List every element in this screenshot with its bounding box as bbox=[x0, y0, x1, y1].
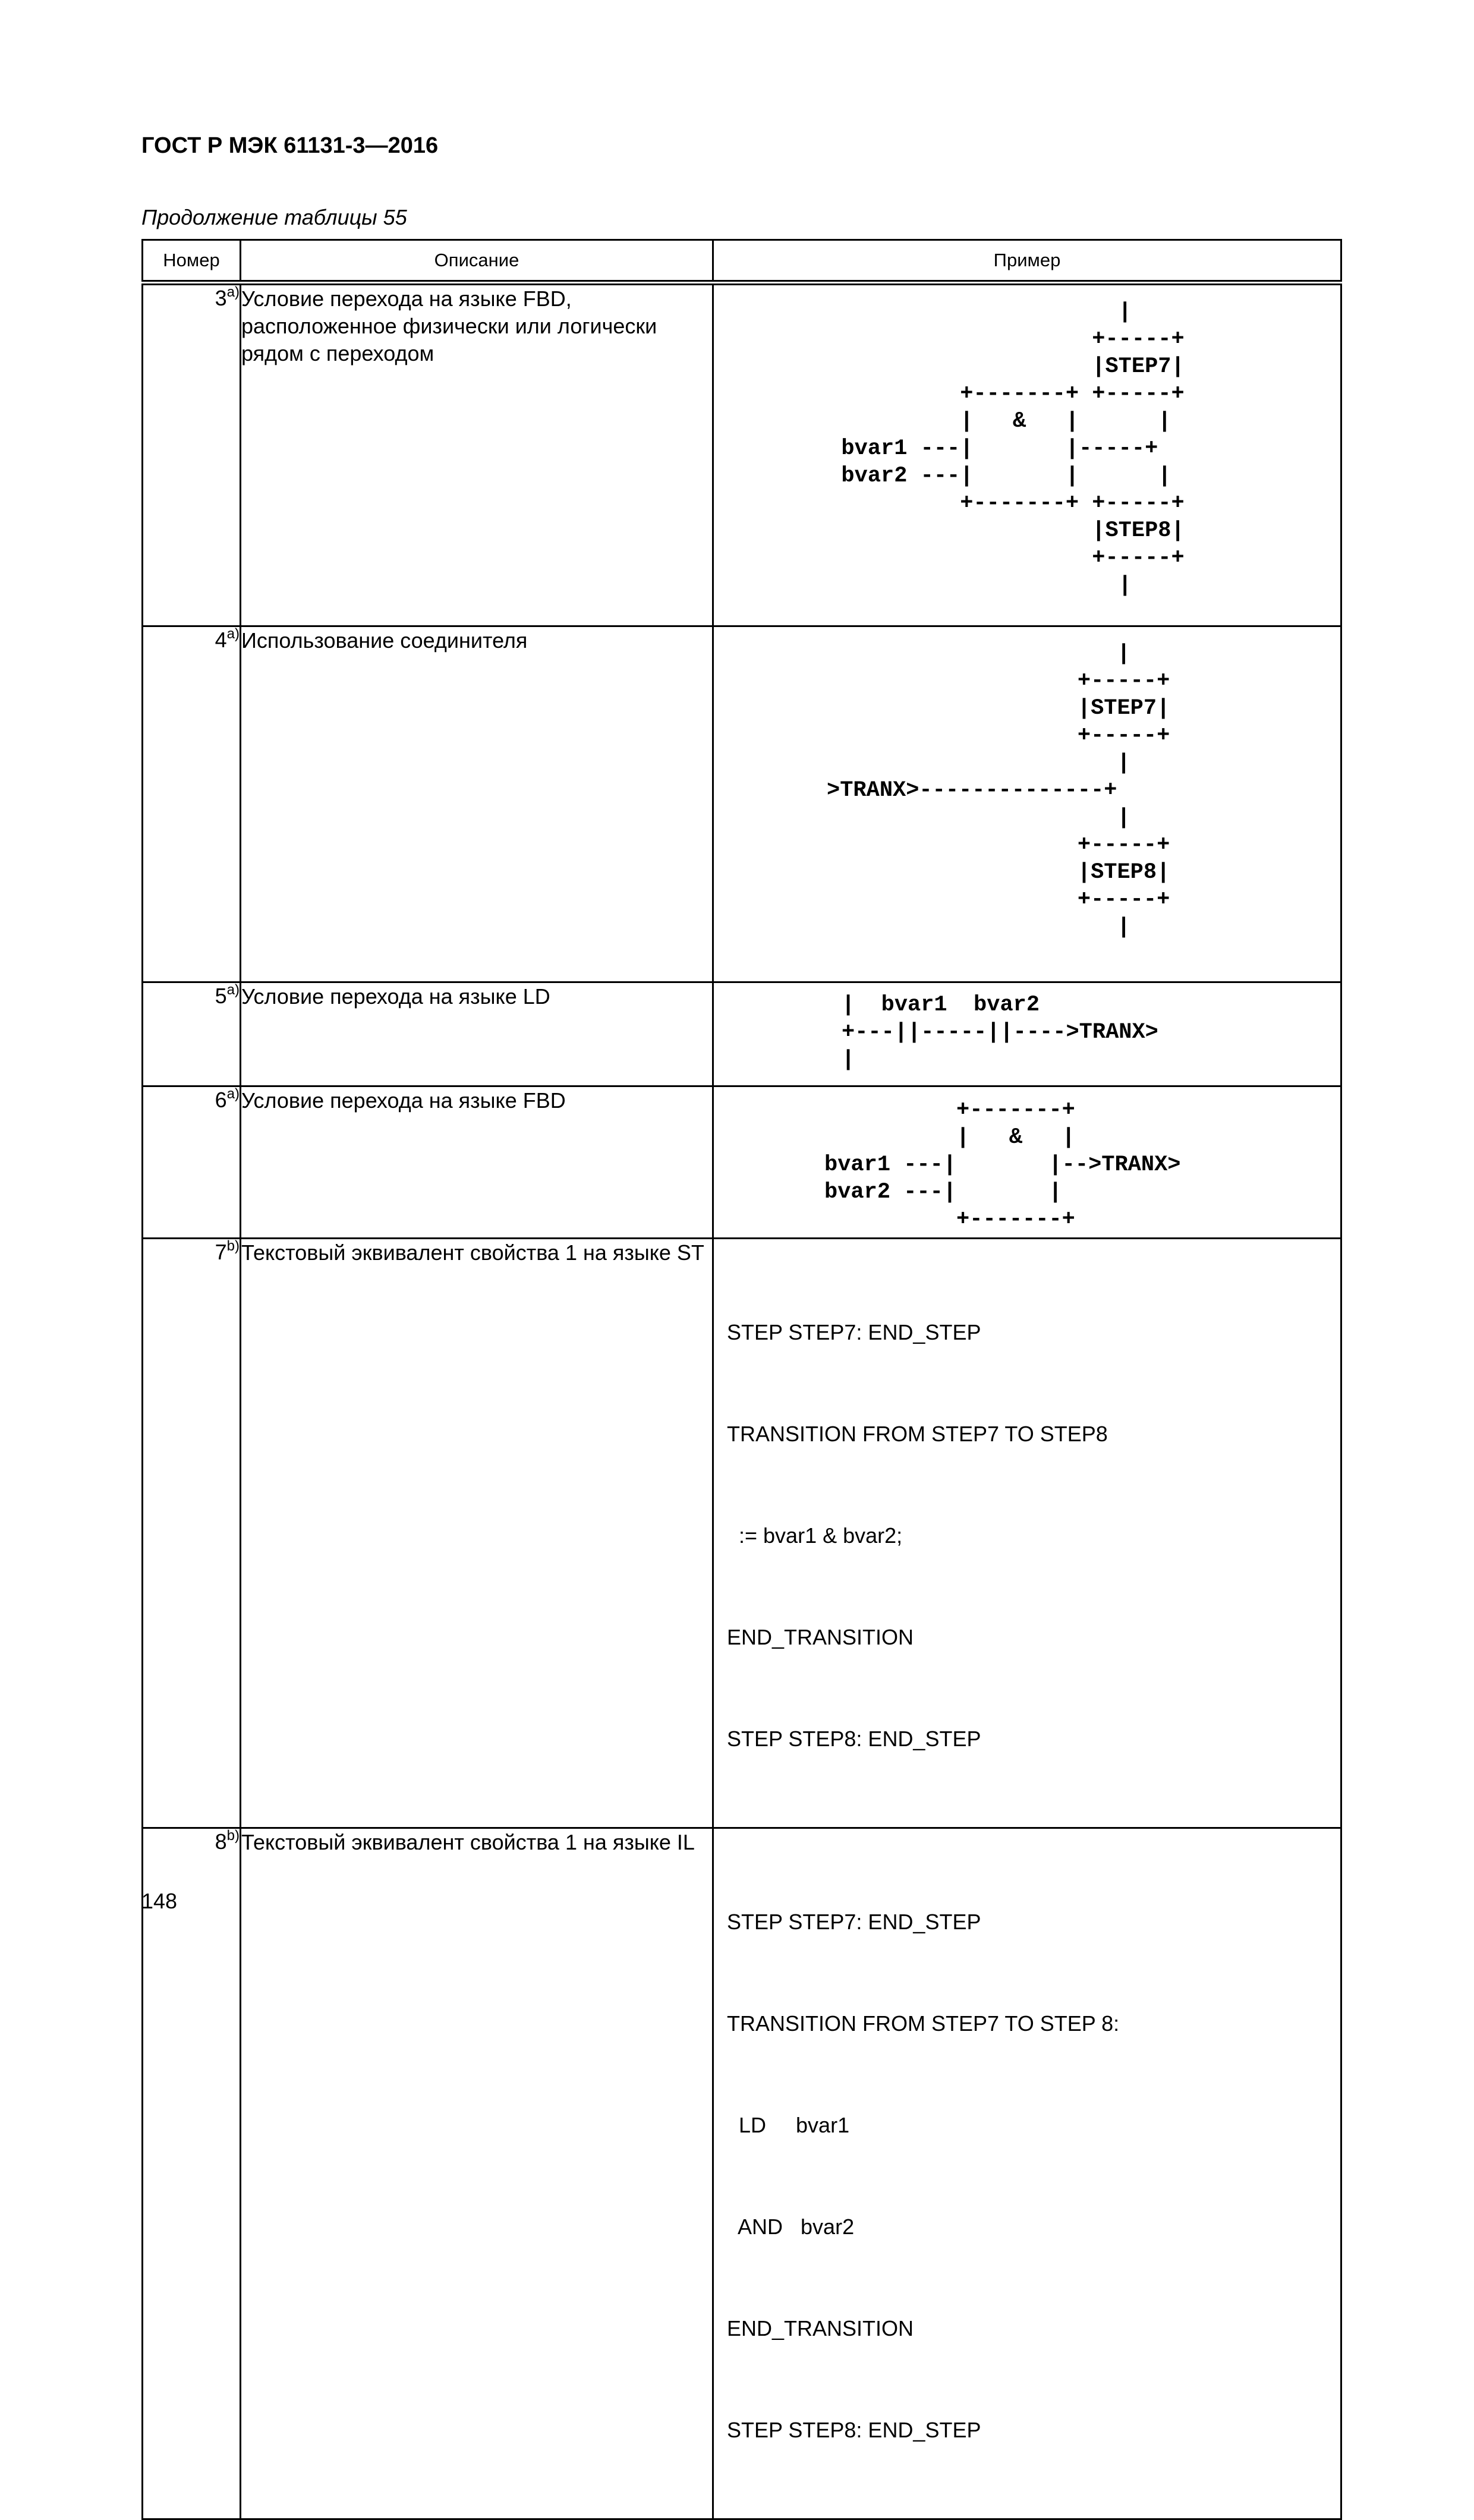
column-header-num: Номер bbox=[143, 240, 241, 283]
row-example bbox=[713, 626, 1341, 982]
table-row-5 bbox=[143, 982, 1341, 1086]
page-number: 148 bbox=[141, 1889, 178, 1913]
row-description: Условие перехода на языке LD bbox=[241, 982, 713, 1086]
code-line: AND bvar2 bbox=[727, 2215, 855, 2239]
row-number: 4$^{a)}$ bbox=[143, 626, 241, 982]
row-example bbox=[713, 982, 1341, 1086]
code-line: LD bvar1 bbox=[727, 2113, 850, 2137]
footnote-ref: a) bbox=[226, 626, 240, 642]
code-line: STEP STEP7: END_STEP bbox=[727, 1910, 981, 1934]
row-description: Текстовый эквивалент свойства 1 на языке ST bbox=[241, 1239, 713, 1828]
footnote-ref: b) bbox=[226, 1828, 240, 1844]
row-number: 6$^{a)}$ bbox=[143, 1086, 241, 1239]
st-code-block bbox=[714, 1239, 1340, 1827]
code-line: TRANSITION FROM STEP7 TO STEP 8: bbox=[727, 2011, 1120, 2036]
footnote-ref: a) bbox=[226, 284, 240, 300]
table-header-row bbox=[143, 240, 1341, 283]
code-line: TRANSITION FROM STEP7 TO STEP8 bbox=[727, 1422, 1108, 1446]
fbd-tranx-diagram: +-------+ | & | bvar1 ---| |-->TRANX> bvar2 ---| | +-------+ bbox=[824, 1098, 1181, 1232]
code-line: := bvar1 & bvar2; bbox=[727, 1523, 903, 1548]
column-header-desc: Описание bbox=[241, 240, 713, 283]
connector-diagram: | +-----+ |STEP7| +-----+ | >TRANX>--------------+ | +-----+ |STEP8| +-----+ | bbox=[827, 641, 1170, 940]
fbd-transition-diagram: | +-----+ |STEP7| +-------+ +-----+ | & | | bvar1 ---| |-----+ bvar2 ---| | | +-------+ +-----+ |STEP8| +-----+ | bbox=[841, 300, 1185, 598]
row-number: 5$^{a)}$ bbox=[143, 982, 241, 1086]
code-line: STEP STEP7: END_STEP bbox=[727, 1320, 981, 1344]
ld-transition-diagram: | bvar1 bvar2 +---||-----||---->TRANX> | bbox=[842, 993, 1158, 1072]
table-row-6 bbox=[143, 1086, 1341, 1239]
row-number: 7$^{b)}$ bbox=[143, 1239, 241, 1828]
column-header-example: Пример bbox=[713, 240, 1341, 283]
footnote-ref: a) bbox=[226, 1086, 240, 1102]
footnote-ref: a) bbox=[226, 982, 240, 998]
row-description: Условие перехода на языке FBD, расположенное физически или логически рядом с переходом bbox=[241, 283, 713, 626]
row-example bbox=[713, 1239, 1341, 1828]
row-description: Условие перехода на языке FBD bbox=[241, 1086, 713, 1239]
row-description: Текстовый эквивалент свойства 1 на языке IL bbox=[241, 1828, 713, 2519]
code-line: END_TRANSITION bbox=[727, 2316, 914, 2341]
footnote-ref: b) bbox=[226, 1238, 240, 1254]
table-row-7 bbox=[143, 1239, 1341, 1828]
row-example bbox=[713, 1828, 1341, 2519]
feature-table bbox=[141, 239, 1342, 2520]
table-caption: Продолжение таблицы 55 bbox=[141, 205, 407, 229]
row-example bbox=[713, 1086, 1341, 1239]
code-line: STEP STEP8: END_STEP bbox=[727, 2418, 981, 2442]
code-line: STEP STEP8: END_STEP bbox=[727, 1727, 981, 1751]
il-code-block bbox=[714, 1829, 1340, 2518]
row-number: 8$^{b)}$ bbox=[143, 1828, 241, 2519]
row-description: Использование соединителя bbox=[241, 626, 713, 982]
table-row-8 bbox=[143, 1828, 1341, 2519]
row-number: 3$^{a)}$ bbox=[143, 283, 241, 626]
row-example bbox=[713, 283, 1341, 626]
table-row-3 bbox=[143, 283, 1341, 626]
table-row-4 bbox=[143, 626, 1341, 982]
code-line: END_TRANSITION bbox=[727, 1625, 914, 1649]
document-header: ГОСТ Р МЭК 61131-3—2016 bbox=[141, 133, 439, 158]
